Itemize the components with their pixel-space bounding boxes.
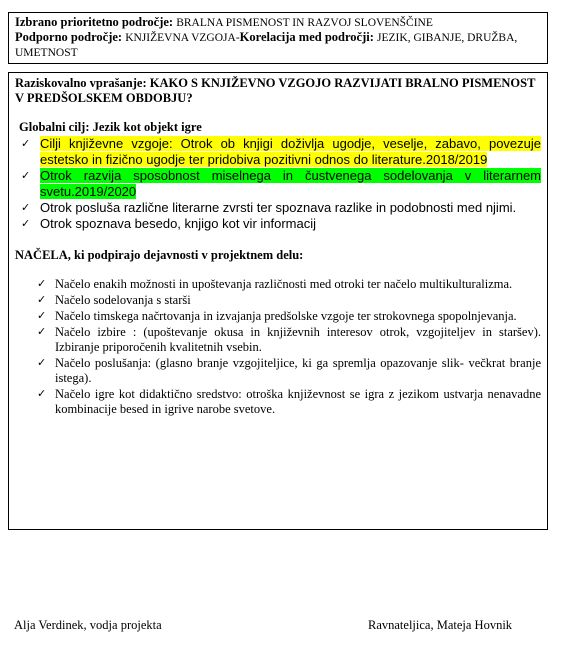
principle-item — [15, 387, 541, 417]
goals-list — [15, 136, 541, 232]
principle-text: Načelo igre kot didaktično sredstvo: otroška književnost se igra z jezikom ustvarja nenavadne kombinacije besed in igrive narobe svetove. — [55, 387, 541, 416]
checkmark-icon: ✓ — [37, 388, 47, 400]
principles-list — [15, 277, 541, 417]
header-box — [8, 12, 548, 64]
checkmark-icon: ✓ — [37, 310, 47, 322]
goal-text: Otrok posluša različne literarne zvrsti ter spoznava razlike in podobnosti med njimi. — [40, 200, 517, 215]
checkmark-icon: ✓ — [37, 326, 47, 338]
principle-text: Načelo timskega načrtovanja in izvajanja predšolske vzgoje ter strokovnega spopolnjevanja. — [55, 309, 517, 323]
principle-item — [15, 293, 541, 308]
goal-item — [15, 216, 541, 232]
checkmark-icon: ✓ — [21, 138, 31, 150]
checkmark-icon: ✓ — [21, 170, 31, 182]
content-box — [8, 72, 548, 530]
principal-signature: Ravnateljica, Mateja Hovnik — [368, 618, 513, 632]
project-lead-signature: Alja Verdinek, vodja projekta — [14, 618, 162, 632]
goal-item — [15, 200, 541, 216]
checkmark-icon: ✓ — [21, 218, 31, 230]
goal-text: Otrok spoznava besedo, knjigo kot vir informacij — [40, 216, 317, 231]
priority-area-value: BRALNA PISMENOST IN RAZVOJ SLOVENŠČINE — [176, 17, 433, 29]
research-question: Raziskovalno vprašanje: KAKO S KNJIŽEVNO VZGOJO RAZVIJATI BRALNO PISMENOST V PREDŠOLSKEM OBDOBJU? — [15, 76, 536, 105]
correlation-value: JEZIK, GIBANJE, DRUŽBA, UMETNOST — [15, 32, 518, 59]
principle-text: Načelo izbire : (upoštevanje okusa in književnih interesov otrok, vzgojiteljev in staršev). Izbiranje priporočenih kvalitetnih vsebin. — [55, 325, 541, 354]
priority-area-label: Izbrano prioritetno področje: — [15, 15, 174, 29]
goal-item — [15, 136, 541, 168]
principle-text: Načelo enakih možnosti in upoštevanja različnosti med otroki ter načelo multikulturalizma. — [55, 277, 513, 291]
checkmark-icon: ✓ — [37, 357, 47, 369]
principle-item — [15, 356, 541, 386]
principle-item — [15, 277, 541, 292]
principles-heading: NAČELA, ki podpirajo dejavnosti v projektnem delu: — [15, 248, 304, 262]
checkmark-icon: ✓ — [37, 294, 47, 306]
goal-text: Cilji književne vzgoje: Otrok ob knjigi doživlja ugodje, veselje, zabavo, povezuje estetsko in fizično ugodje ter pridobiva pozitivni odnos do literature.2018/2019 — [40, 136, 541, 167]
principle-item — [15, 309, 541, 324]
goal-text: Otrok razvija sposobnost miselnega in čustvenega sodelovanja v literarnem svetu.2019/2020 — [40, 168, 541, 199]
principle-text: Načelo sodelovanja s starši — [55, 293, 191, 307]
principle-text: Načelo poslušanja: (glasno branje vzgojiteljice, ki ga spremlja opazovanje slik- večkrat branje istega). — [55, 356, 541, 385]
principle-item — [15, 325, 541, 355]
correlation-label: Korelacija med področji: — [239, 30, 374, 44]
support-area-value: KNJIŽEVNA VZGOJA- — [125, 32, 240, 44]
global-goal-heading: Globalni cilj: Jezik kot objekt igre — [19, 120, 202, 134]
checkmark-icon: ✓ — [21, 202, 31, 214]
support-area-line — [15, 30, 541, 60]
priority-area-line — [15, 15, 541, 30]
checkmark-icon: ✓ — [37, 278, 47, 290]
goal-item — [15, 168, 541, 200]
support-area-label: Podporno področje: — [15, 30, 123, 44]
